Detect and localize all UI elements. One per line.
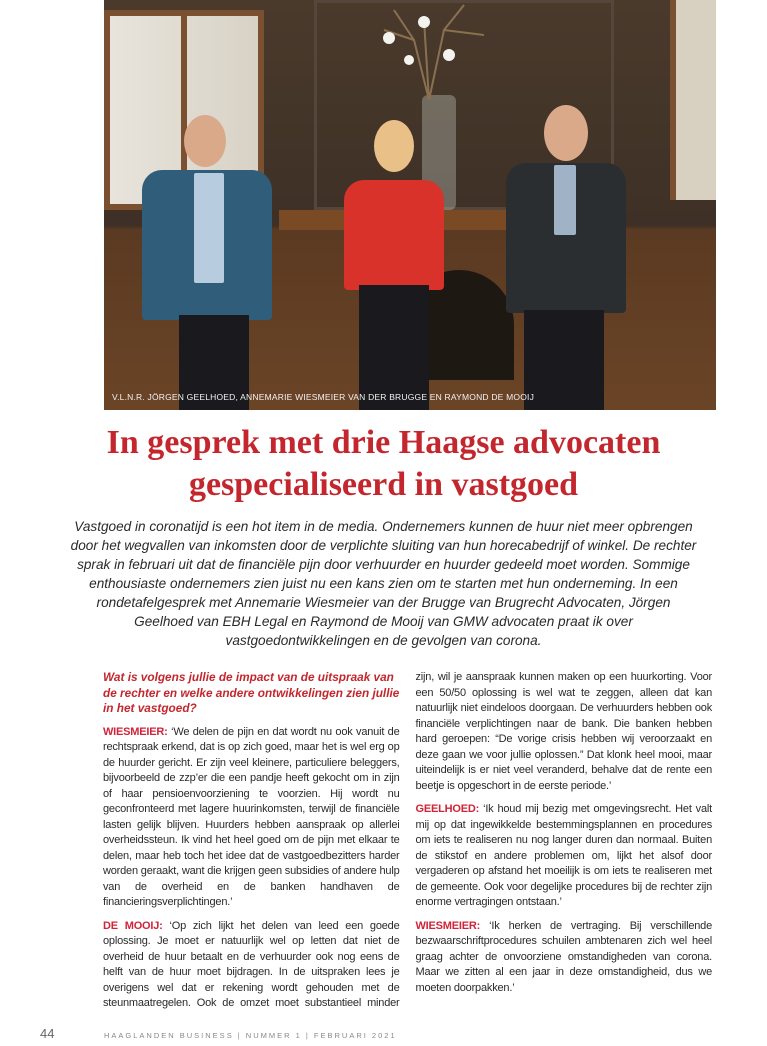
speaker-label: WIESMEIER: xyxy=(103,725,168,738)
person-de-mooij xyxy=(504,105,629,410)
paragraph-geelhoed xyxy=(416,802,713,911)
photo-caption: V.L.N.R. JÖRGEN GEELHOED, ANNEMARIE WIESMEIER VAN DER BRUGGE EN RAYMOND DE MOOIJ xyxy=(112,392,535,402)
paragraph-wiesmeier-1 xyxy=(103,725,400,911)
article-title xyxy=(60,422,707,506)
title-line-2: gespecialiseerd in vastgoed xyxy=(188,466,579,503)
speaker-label: WIESMEIER: xyxy=(415,919,481,932)
speaker-label: DE MOOIJ: xyxy=(103,919,163,932)
article-photo xyxy=(104,0,716,410)
page-footer xyxy=(40,1026,767,1046)
page-number: 44 xyxy=(40,1025,55,1041)
person-geelhoed xyxy=(134,115,284,410)
article-intro: Vastgoed in coronatijd is een hot item in de media. Ondernemers kunnen de huur niet meer opbrengen door het wegvallen van inkomsten door de verplichte sluiting van hun horecabedrijf of winkel. De rechter sprak in februari uit dat de financiële pijn door verhuurder en huurder gedeeld moet worden. Sommige enthousiaste ondernemers zien juist nu een kans zien om te starten met hun onderneming. In een rondetafelgesprek met Annemarie Wiesmeier van der Brugge van Brugrecht Advocaten, Jörgen Geelhoed van EBH Legal en Raymond de Mooij van GMW advocaten praat ik over vastgoedontwikkelingen en de gevolgen van corona. xyxy=(70,519,697,648)
person-wiesmeier xyxy=(339,120,449,410)
title-line-1: In gesprek met drie Haagse advocaten xyxy=(106,424,661,461)
interview-question: Wat is volgens jullie de impact van de uitspraak van de rechter en welke andere ontwikkelingen zien jullie in het vastgoed? xyxy=(103,670,400,715)
publication-footer: HAAGLANDEN BUSINESS | NUMMER 1 | FEBRUARI 2021 xyxy=(104,1030,397,1040)
paragraph-text: ‘We delen de pijn en dat wordt nu ook vanuit de rechtspraak erkend, dat is op zich goed, maar het is wel erg op de huurder gericht. Er zijn veel kleinere, particuliere beleggers, bijvoorbeeld de zzp’er die een pandje heeft gekocht om in zijn of haar pensioenvoorziening te voorzien. Hij wordt nu geconfronteerd met lagere huurinkomsten, terwijl de financiële lasten gelijk blijven. Huurders hebben aanspraak op allerlei overheidssteun. Ik vind het heel goed om de pijn met elkaar te delen, maar heb toch het idee dat de vastgoedbezitters harder worden geraakt, want die krijgen geen subsidies of andere hulp van de overheid en de banken handhaven de financieringsverplichtingen.’ xyxy=(103,725,400,908)
article-body-columns xyxy=(103,670,712,1012)
paragraph-text: ‘Op zich lijkt het delen van leed een goede oplossing. Je moet er natuurlijk wel op letten dat niet de overheid de huur betaalt en de verhuurder ook nog eens de helft van de huur moet bijdragen. In de uitspraken lees je overigens wel dat er rekening wordt gehouden met de steunmaatregelen. Ook de omzet moet substantieel minder zijn, wil je aanspraak kunnen maken op een huurkorting. Voor een 50/50 oplossing is wel wat te zeggen, alleen dat kan natuurlijk niet eindeloos doorgaan. De verhuurders hebben ook financiële verplichtingen naar de bank. Die banken hebben hard geroepen: “De vorige crisis hebben wij veroorzaakt en deze gaan we voor jullie oplossen.” Dat klonk heel mooi, maar uiteindelijk is er niet veel veranderd, behalve dat de rente een beetje is opgeschort in de eerste periode.’ xyxy=(103,671,712,1009)
window-right xyxy=(670,0,716,200)
paragraph-text: ‘Ik houd mij bezig met omgevingsrecht. Het valt mij op dat ingewikkelde bestemmingsplannen en procedures om iets te realiseren nu nog langer duren dan normaal. Buiten de stikstof en andere problemen om, lijkt het alsof door vergaderen op afstand het moeilijk is om iets te realiseren met de gemeente. Ook voor degelijke procedures bij de rechter zijn enorme vertragingen ontstaan.’ xyxy=(415,803,712,908)
paragraph-wiesmeier-2 xyxy=(416,919,713,997)
speaker-label: GEELHOED: xyxy=(415,803,480,815)
flower-branches xyxy=(354,0,504,100)
paragraph-text: ‘Ik herken de vertraging. Bij verschillende bezwaarschriftprocedures schuilen ambtenaren zich wel heel graag achter de onvoorziene omstandigheden van corona. Maar we zitten al een jaar in deze omstandigheid, dus we moeten doorpakken.’ xyxy=(415,919,712,994)
